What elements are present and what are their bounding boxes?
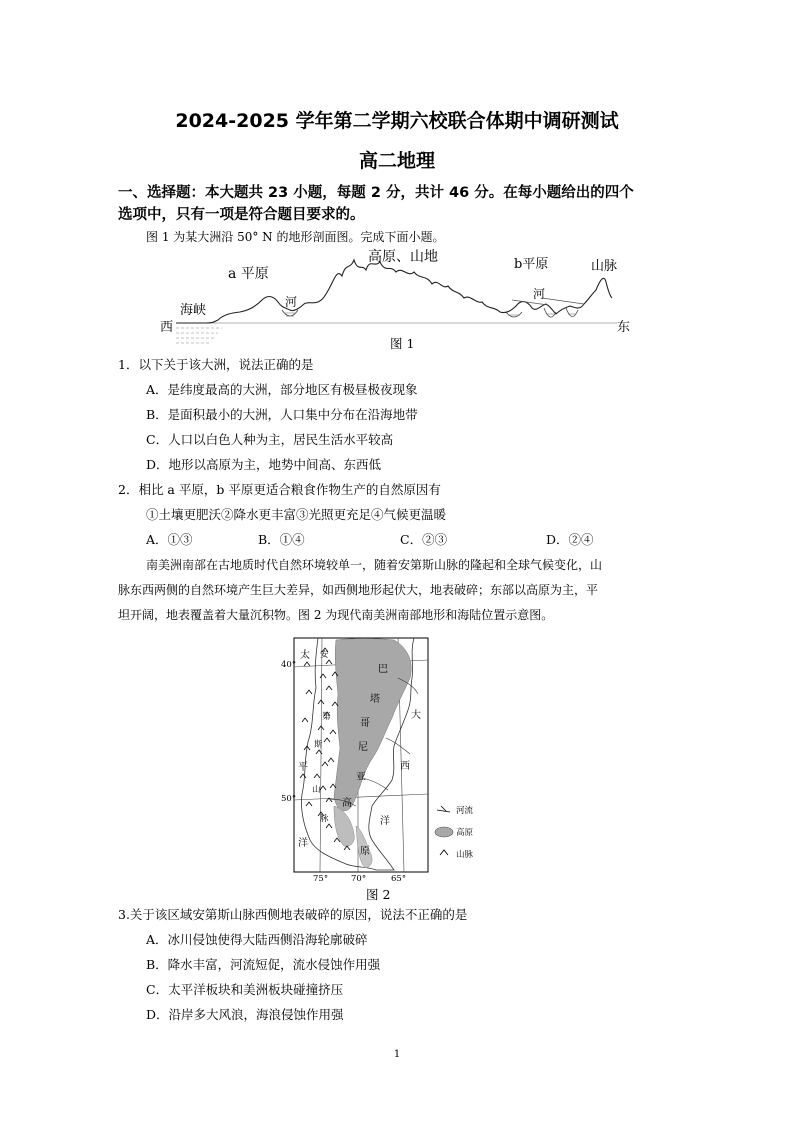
fig2-andes-1: 安	[320, 650, 329, 660]
q1-option-a: A．是纬度最高的大洲，部分地区有极昼极夜现象	[146, 382, 418, 397]
fig2-pacific-1: 太	[300, 650, 310, 661]
q2-option-a: A．①③	[146, 532, 193, 547]
fig1-plateau-label: 高原、山地	[368, 249, 438, 265]
fig2-andes-3: 斯	[314, 740, 323, 750]
fig2-patagonia-7: 原	[360, 846, 370, 857]
fig2-andes-2: 第	[322, 712, 331, 722]
exam-title: 2024-2025 学年第二学期六校联合体期中调研测试	[175, 110, 619, 132]
passage-line2: 脉东西两侧的自然环境产生巨大差异，如西侧地形起伏大，地表破碎；东部以高原为主，平	[118, 583, 599, 597]
fig2-andes-5: 脉	[320, 814, 329, 824]
q1-option-d: D．地形以高原为主，地势中间高、东西低	[146, 457, 382, 472]
q2-statements: ①土壤更肥沃②降水更丰富③光照更充足④气候更温暖	[146, 507, 447, 522]
fig2-legend-mountain: 山脉	[456, 850, 474, 860]
q2-option-d: D．②④	[546, 532, 594, 547]
fig1-mountain-label: 山脉	[591, 259, 618, 274]
fig2-patagonia-6: 高	[342, 798, 352, 809]
fig2-pacific-2: 平	[298, 762, 308, 773]
fig2-lon65: 65°	[391, 874, 407, 884]
q1-option-b: B．是面积最小的大洲，人口集中分布在沿海地带	[146, 407, 418, 422]
fig2-patagonia-3: 哥	[360, 718, 370, 729]
fig1-plain-b-label: b平原	[514, 257, 549, 272]
fig2-atlantic-3: 洋	[380, 816, 390, 827]
figure2-caption: 图 2	[366, 887, 391, 902]
fig2-lat40: 40°	[281, 660, 297, 670]
page-number: 1	[393, 1049, 401, 1060]
q3-option-d: D．沿岸多大风浪，海浪侵蚀作用强	[146, 1007, 344, 1022]
fig1-west-label: 西	[160, 320, 174, 335]
q3-option-a: A．冰川侵蚀使得大陆西侧沿海轮廓破碎	[146, 932, 368, 947]
q3-option-b: B．降水丰富，河流短促，流水侵蚀作用强	[146, 957, 381, 972]
fig2-legend-plateau: 高原	[456, 828, 474, 838]
fig2-lat50: 50°	[281, 794, 297, 804]
section-heading-line2: 选项中，只有一项是符合题目要求的。	[118, 207, 365, 223]
fig1-strait-label: 海峡	[180, 303, 207, 318]
fig1-plain-a-label: a 平原	[228, 266, 269, 282]
fig2-pacific-3: 洋	[298, 838, 308, 849]
q2-stem: 2．相比 a 平原，b 平原更适合粮食作物生产的自然原因有	[118, 482, 441, 497]
passage-line1: 南美洲南部在古地质时代自然环境较单一，随着安第斯山脉的隆起和全球气候变化，山	[146, 558, 603, 572]
q1-option-c: C．人口以白色人种为主，居民生活水平较高	[146, 432, 394, 447]
fig1-river1-label: 河	[285, 295, 298, 309]
fig2-lon75: 75°	[313, 874, 329, 884]
q3-option-c: C．太平洋板块和美洲板块碰撞挤压	[146, 982, 344, 997]
fig2-atlantic-1: 大	[411, 710, 421, 721]
subject-title: 高二地理	[358, 150, 435, 172]
fig2-patagonia-1: 巴	[378, 664, 388, 675]
section-heading-line1: 一、选择题：本大题共 23 小题，每题 2 分，共计 46 分。在每小题给出的四个	[118, 185, 634, 201]
q3-stem: 3.关于该区域安第斯山脉西侧地表破碎的原因，说法不正确的是	[118, 907, 468, 922]
fig2-patagonia-4: 尼	[358, 742, 368, 753]
fig2-andes-4: 山	[312, 785, 321, 795]
passage-line3: 坦开阔，地表覆盖着大量沉积物。图 2 为现代南美洲南部地形和海陆位置示意图。	[118, 608, 554, 622]
fig2-legend-river: 河流	[456, 806, 474, 816]
fig2-atlantic-2: 西	[400, 761, 410, 772]
figure1-intro: 图 1 为某大洲沿 50° N 的地形剖面图。完成下面小题。	[146, 230, 445, 244]
figure2-map	[0, 630, 794, 890]
q2-option-b: B．①④	[258, 532, 305, 547]
fig1-river2-label: 河	[533, 287, 546, 301]
fig2-patagonia-5: 亚	[356, 772, 366, 783]
fig1-east-label: 东	[617, 320, 631, 335]
figure1-caption: 图 1	[390, 336, 415, 351]
fig2-patagonia-2: 塔	[370, 694, 380, 705]
q1-stem: 1．以下关于该大洲，说法正确的是	[118, 357, 314, 372]
fig2-lon70: 70°	[351, 874, 367, 884]
q2-option-c: C．②③	[400, 532, 448, 547]
